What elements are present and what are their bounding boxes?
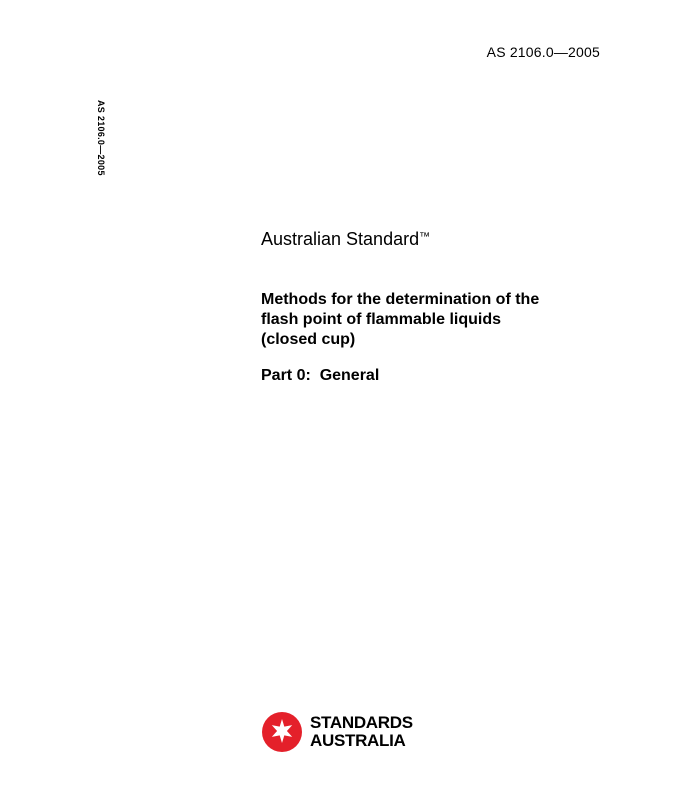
logo-line-2: AUSTRALIA bbox=[310, 731, 406, 750]
series-title bbox=[261, 229, 430, 250]
logo-line-1: STANDARDS bbox=[310, 713, 413, 732]
trademark-symbol: ™ bbox=[419, 231, 431, 243]
title-line: flash point of flammable liquids bbox=[261, 311, 502, 328]
document-number: AS 2106.0—2005 bbox=[486, 44, 600, 60]
title-line: Methods for the determination of the bbox=[261, 291, 540, 308]
standards-australia-logo bbox=[262, 712, 413, 752]
logo-wordmark bbox=[310, 714, 413, 750]
series-name: Australian Standard bbox=[261, 229, 420, 249]
document-title bbox=[261, 290, 621, 350]
southern-cross-star-icon bbox=[262, 712, 302, 752]
part-title: Part 0: General bbox=[261, 367, 380, 384]
title-line: (closed cup) bbox=[261, 331, 356, 348]
spine-document-number: AS 2106.0—2005 bbox=[96, 100, 106, 176]
